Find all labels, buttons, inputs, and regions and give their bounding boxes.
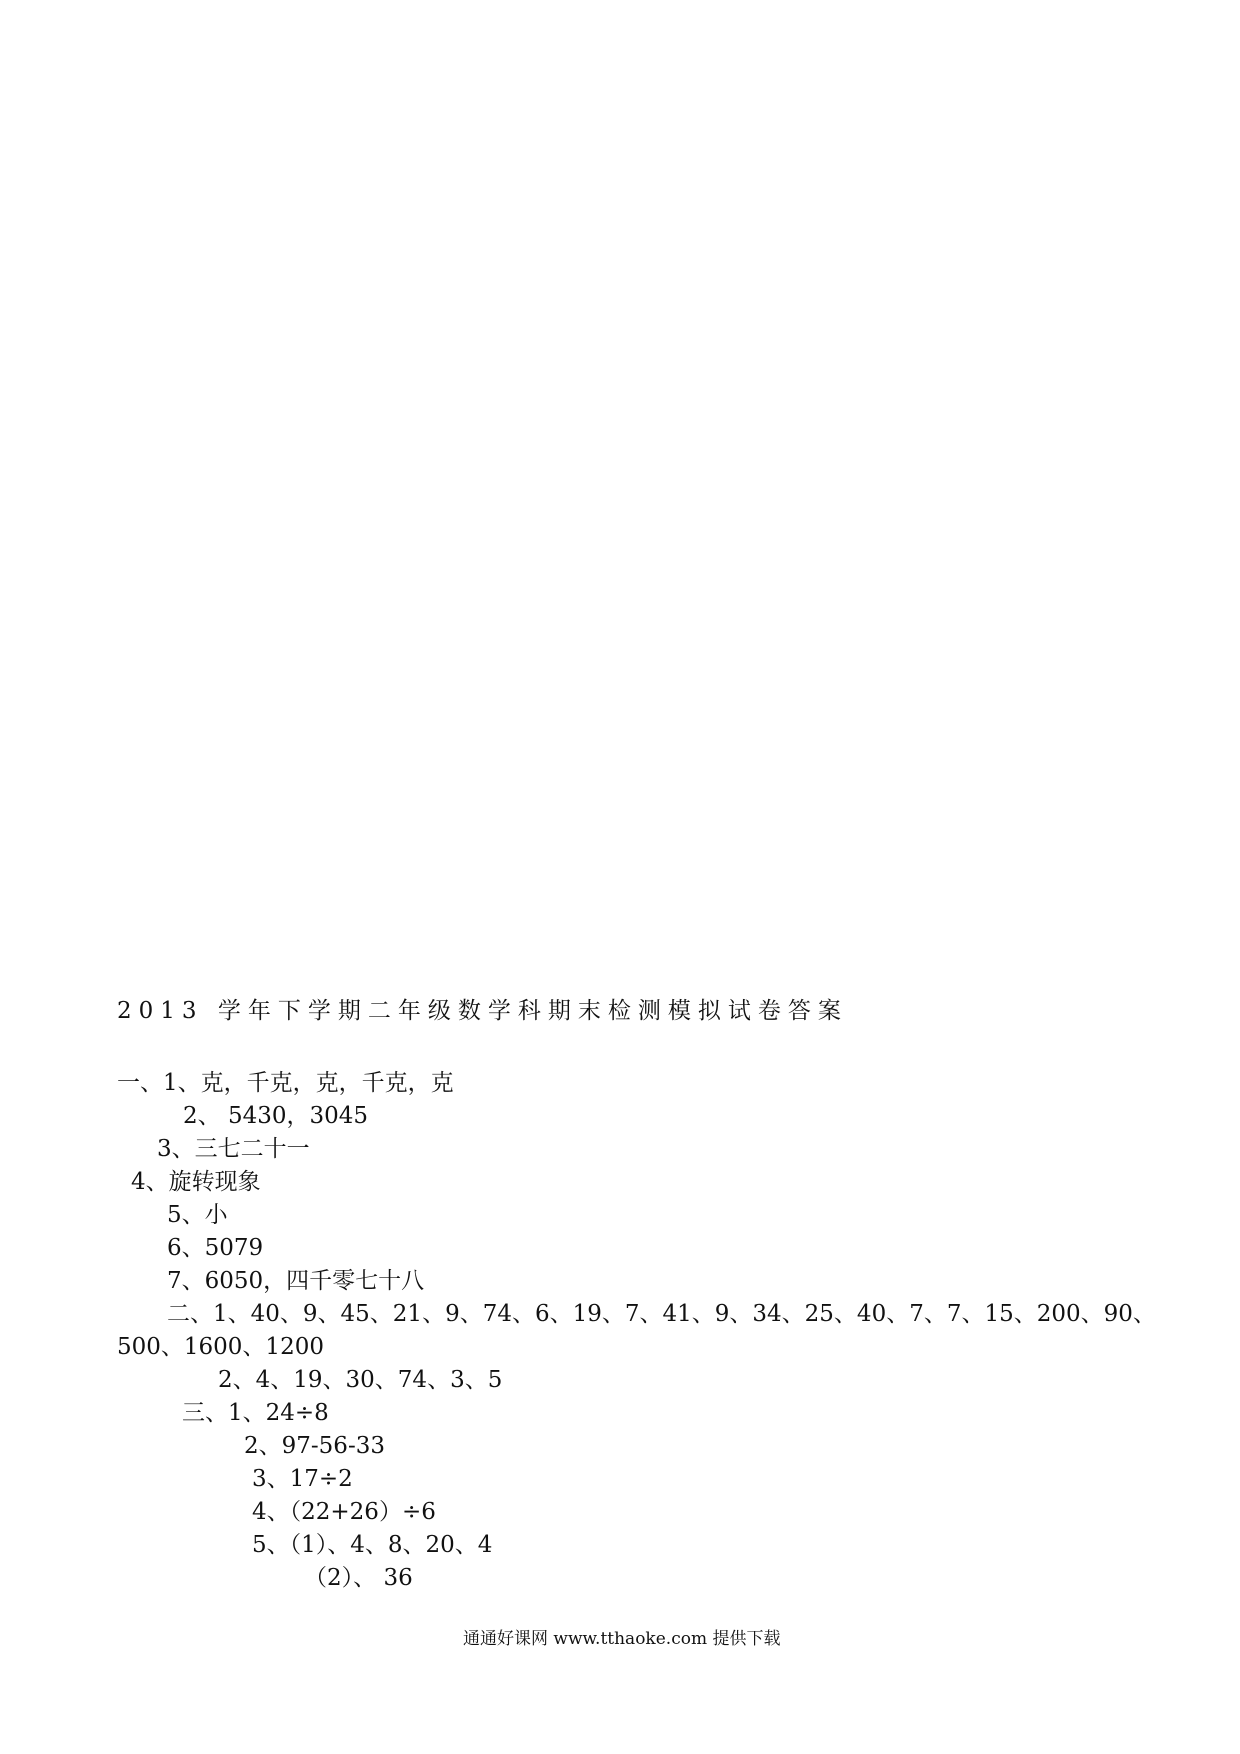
answer-line-3-4: 4、（22+26）÷6 [252, 1499, 436, 1525]
document-title: 2013 学年下学期二年级数学科期末检测模拟试卷答案 [117, 998, 848, 1024]
answer-line-3-5-1: 5、（1）、4、8、20、4 [252, 1532, 493, 1558]
answer-line-2-1-cont: 500、1600、1200 [117, 1334, 324, 1360]
answer-line-1-4: 4、旋转现象 [131, 1169, 261, 1195]
answer-line-3-5-2: （2）、 36 [304, 1565, 413, 1591]
answer-line-1-7: 7、6050，四千零七十八 [167, 1268, 425, 1294]
answer-line-2-2: 2、4、19、30、74、3、5 [218, 1367, 503, 1393]
answer-line-3-1: 三、1、24÷8 [182, 1400, 329, 1426]
answer-line-3-2: 2、97-56-33 [244, 1433, 385, 1459]
answer-line-1-5: 5、小 [167, 1202, 228, 1228]
answer-line-3-3: 3、17÷2 [252, 1466, 353, 1492]
answer-line-1-3: 3、三七二十一 [157, 1136, 310, 1162]
answer-line-1-2: 2、 5430，3045 [183, 1103, 369, 1129]
answer-line-2-1: 二、1、40、9、45、21、9、74、6、19、7、41、9、34、25、40、7、7、15、200、90、 [167, 1301, 1156, 1327]
footer-download-note: 通通好课网 www.tthaoke.com 提供下载 [463, 1629, 781, 1649]
answer-line-1-1: 一、1、克，千克，克，千克，克 [117, 1070, 454, 1096]
answer-line-1-6: 6、5079 [167, 1235, 264, 1261]
